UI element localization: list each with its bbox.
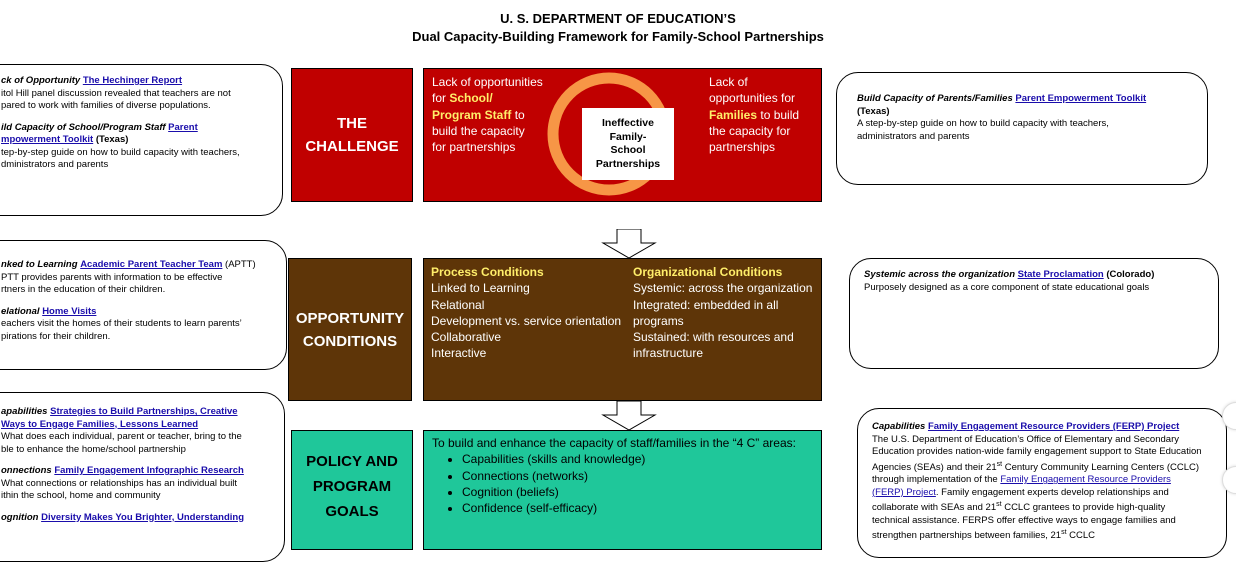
document-title: U. S. DEPARTMENT OF EDUCATION’S	[500, 11, 736, 26]
hechinger-report-link[interactable]: The Hechinger Report	[82, 75, 183, 86]
process-item: Relational	[431, 297, 485, 312]
left-card-2	[0, 240, 287, 370]
card-desc: itol Hill panel discussion revealed that teachers are not pared to work with families of diverse populations.	[1, 87, 231, 111]
challenge-box	[423, 68, 822, 202]
parent-empowerment-toolkit-link[interactable]: Parent Empowerment Toolkit	[1015, 93, 1147, 104]
card-desc: Purposely designed as a core component of state educational goals	[864, 281, 1150, 293]
left-card-3	[0, 392, 285, 562]
card-title: ild Capacity of School/Program Staff	[1, 121, 166, 133]
right-card-1	[836, 72, 1208, 185]
card-title: Capabilities	[872, 421, 926, 432]
card-title: Systemic across the organization	[864, 269, 1015, 280]
card-region: (APTT)	[222, 259, 256, 270]
card-region: (Colorado)	[1106, 269, 1155, 280]
card-desc: eachers visit the homes of their students to learn parents’ pirations for their children.	[1, 318, 242, 342]
card-title: ognition	[1, 511, 39, 523]
state-proclamation-link[interactable]: State Proclamation	[1017, 269, 1104, 280]
challenge-families-text: Lack of opportunities for Families to build the capacity for partnerships	[709, 75, 800, 155]
down-arrow-icon	[601, 229, 657, 259]
document-subtitle: Dual Capacity-Building Framework for Family-School Partnerships	[412, 29, 824, 44]
ferp-project-inline-link[interactable]: Family Engagement Resource Providers (FERP) Project	[872, 474, 1171, 498]
card-desc: The U.S. Department of Education’s Office of Elementary and Secondary Education provides nation-wide family engagement support to State Education Agencies (SEAs) and their 21st Century Community Learning Centers (CCLC) through implementation of the Family Engagement Resource Providers (FERP) Project. Family engagement experts develop relationships and collaborate with SEAs and 21st CCLC grantees to provide high-quality technical assistance. FERPS offer effective ways to engage families and strengthen partnerships between families, 21st CCLC	[872, 433, 1202, 542]
process-heading: Process Conditions	[431, 265, 544, 279]
process-item: Interactive	[431, 346, 487, 361]
down-arrow-icon	[601, 401, 657, 431]
card-desc: A step-by-step guide on how to build capacity with teachers, administrators and parents	[857, 118, 1109, 142]
policy-goal-list	[424, 451, 821, 516]
left-card-1	[0, 64, 283, 216]
policy-box	[423, 430, 822, 550]
goal-item: • Capabilities (skills and knowledge)	[462, 451, 821, 467]
card-region: (Texas)	[857, 105, 890, 117]
right-card-2	[849, 258, 1219, 369]
card-title: apabilities	[1, 406, 48, 417]
card-desc: What connections or relationships has an individual built ithin the school, home and community	[1, 477, 238, 501]
home-visits-link[interactable]: Home Visits	[42, 305, 97, 317]
card-title: nked to Learning	[1, 259, 78, 270]
card-desc: tep-by-step guide on how to build capacity with teachers, dministrators and parents	[1, 146, 240, 170]
goal-item: • Cognition (beliefs)	[462, 484, 821, 500]
process-conditions	[431, 264, 641, 362]
challenge-label: THE CHALLENGE	[291, 68, 413, 202]
org-heading: Organizational Conditions	[633, 265, 783, 279]
process-item: Linked to Learning	[431, 281, 530, 296]
goal-item: • Confidence (self-efficacy)	[462, 500, 821, 516]
process-item: Collaborative	[431, 330, 502, 345]
card-desc: PTT provides parents with information to be effective rtners in the education of their children.	[1, 271, 223, 295]
opportunity-label: OPPORTUNITY CONDITIONS	[288, 258, 412, 401]
process-item: Development vs. service orientation	[431, 313, 622, 328]
ferp-project-link[interactable]: Family Engagement Resource Providers (FERP) Project	[927, 421, 1180, 432]
opportunity-box	[423, 258, 822, 401]
card-title: onnections	[1, 465, 52, 476]
card-title: ck of Opportunity	[1, 75, 81, 86]
aptt-link[interactable]: Academic Parent Teacher Team	[80, 259, 223, 270]
card-title: Build Capacity of Parents/Families	[857, 93, 1013, 104]
strategies-link[interactable]: Strategies to Build Partnerships, Creative Ways to Engage Families, Lessons Learned	[1, 406, 238, 430]
policy-intro: To build and enhance the capacity of staff/families in the “4 C” areas:	[432, 436, 796, 450]
infographic-research-link[interactable]: Family Engagement Infographic Research	[54, 465, 244, 476]
card-desc: What does each individual, parent or teacher, bring to the ble to enhance the home/school partnership	[1, 431, 242, 455]
org-text: Systemic: across the organization Integrated: embedded in all programs Sustained: with resources and infrastructure	[633, 281, 813, 361]
ineffective-partnerships-box: Ineffective Family- School Partnerships	[582, 108, 674, 180]
parent-empowerment-toolkit-link[interactable]: Parent mpowerment Toolkit	[1, 121, 198, 145]
card-title: elational	[1, 305, 40, 317]
card-region: (Texas)	[93, 134, 129, 145]
organizational-conditions	[633, 264, 821, 362]
diversity-link[interactable]: Diversity Makes You Brighter, Understanding	[41, 511, 245, 523]
right-card-3	[857, 408, 1227, 558]
policy-label: POLICY AND PROGRAM GOALS	[291, 430, 413, 550]
challenge-staff-text: Lack of opportunities for School/ Program Staff to build the capacity for partnerships	[432, 75, 543, 155]
goal-item: • Connections (networks)	[462, 468, 821, 484]
